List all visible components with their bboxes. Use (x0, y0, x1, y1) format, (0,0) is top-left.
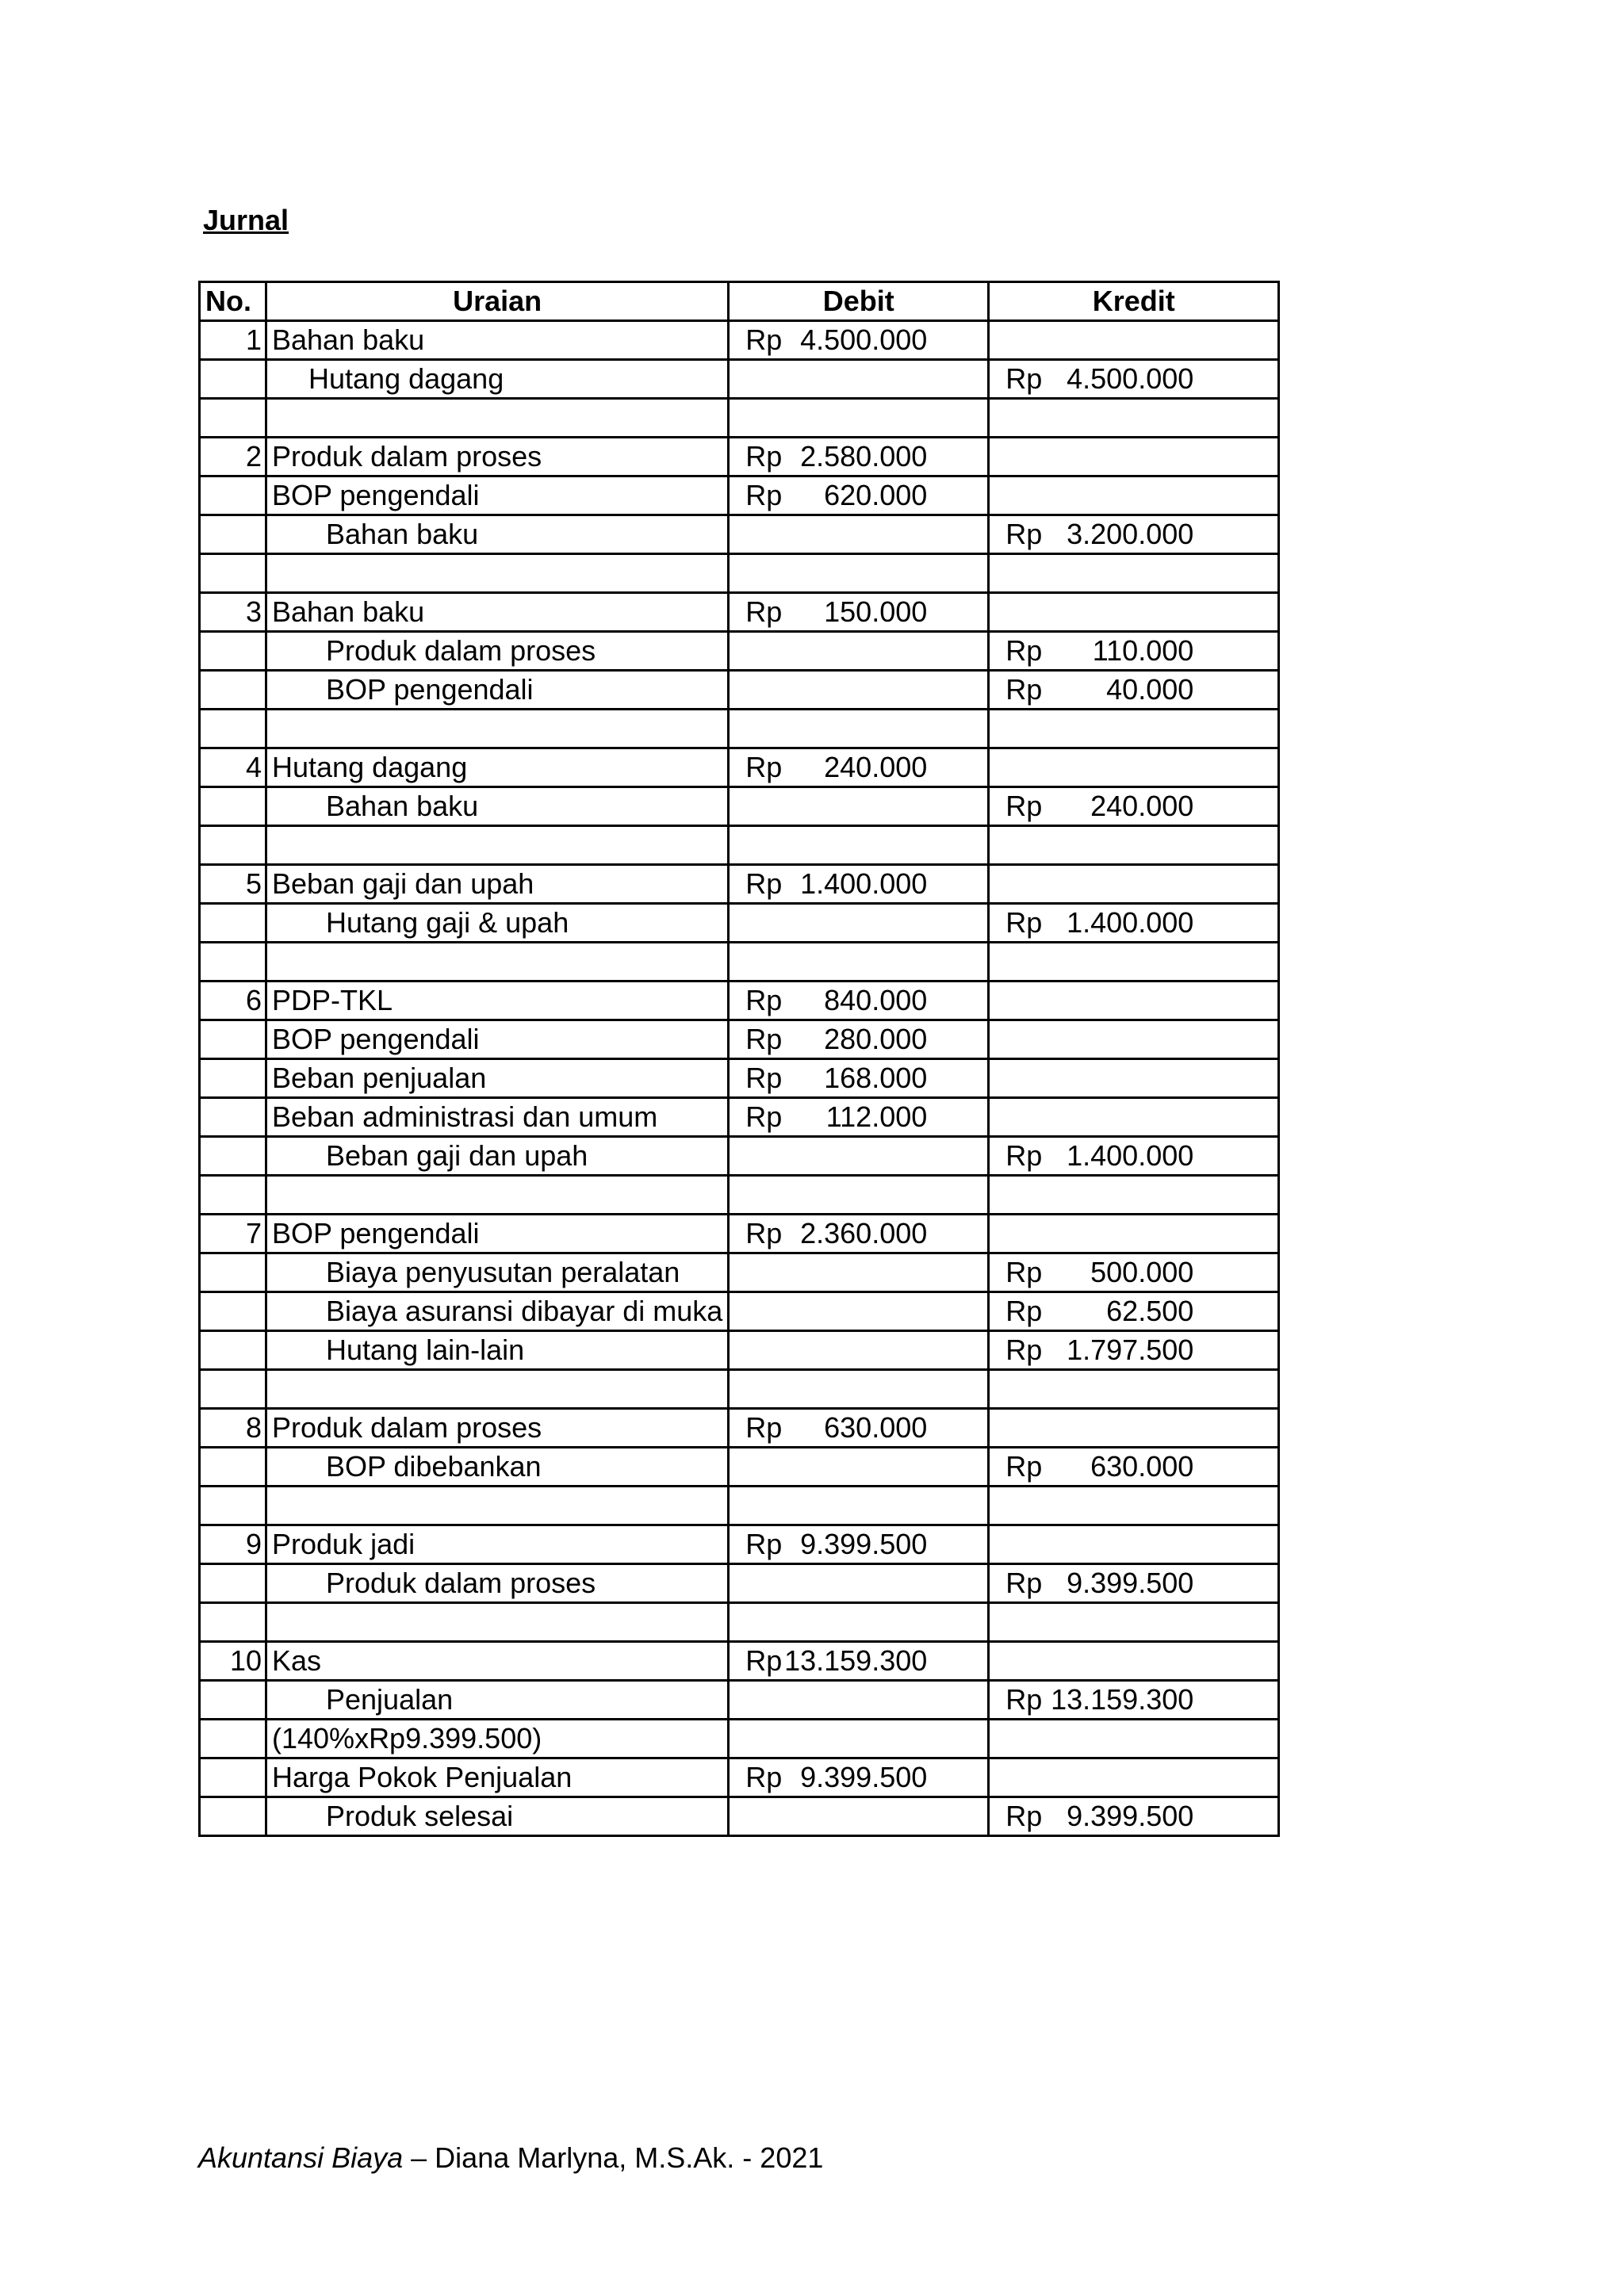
kredit-cell (989, 1098, 1279, 1137)
debit-amount: 240.000 (824, 751, 928, 783)
entry-number: 7 (200, 1215, 266, 1253)
table-row (200, 982, 1279, 1020)
table-row (200, 1098, 1279, 1137)
table-row (200, 554, 1279, 593)
kredit-cell (989, 321, 1279, 360)
entry-number: 10 (200, 1642, 266, 1681)
currency-label: Rp (1005, 362, 1043, 395)
kredit-cell (989, 1448, 1279, 1487)
account-description: Hutang lain-lain (266, 1331, 729, 1370)
debit-cell (729, 1292, 989, 1331)
table-row (200, 1215, 1279, 1253)
table-row (200, 787, 1279, 826)
debit-cell (729, 1176, 989, 1215)
table-row (200, 1409, 1279, 1448)
kredit-cell (989, 787, 1279, 826)
account-description: Bahan baku (266, 593, 729, 632)
table-row (200, 1758, 1279, 1797)
debit-amount: 13.159.300 (784, 1644, 928, 1677)
debit-amount: 9.399.500 (800, 1528, 928, 1560)
account-description: BOP pengendali (266, 476, 729, 515)
debit-cell (729, 1797, 989, 1836)
account-description (266, 399, 729, 438)
account-description: Produk selesai (266, 1797, 729, 1836)
entry-number (200, 1292, 266, 1331)
table-row (200, 1137, 1279, 1176)
currency-label: Rp (1005, 673, 1043, 706)
table-row (200, 1487, 1279, 1525)
entry-number (200, 632, 266, 671)
currency-label: Rp (1005, 1139, 1043, 1172)
footer-book-title: Akuntansi Biaya (198, 2141, 404, 2174)
column-header-debit: Debit (729, 282, 989, 321)
table-row (200, 476, 1279, 515)
debit-cell (729, 1487, 989, 1525)
entry-number: 1 (200, 321, 266, 360)
kredit-cell (989, 1292, 1279, 1331)
debit-cell (729, 1720, 989, 1758)
kredit-cell (989, 360, 1279, 399)
kredit-cell (989, 1020, 1279, 1059)
currency-label: Rp (745, 1217, 783, 1249)
entry-number (200, 710, 266, 748)
kredit-amount: 1.797.500 (1067, 1334, 1194, 1366)
account-description (266, 710, 729, 748)
table-row (200, 1020, 1279, 1059)
currency-label: Rp (1005, 1334, 1043, 1366)
entry-number (200, 1758, 266, 1797)
debit-amount: 4.500.000 (800, 323, 928, 356)
debit-cell (729, 1098, 989, 1137)
kredit-cell (989, 1253, 1279, 1292)
kredit-cell (989, 1331, 1279, 1370)
entry-number: 5 (200, 865, 266, 904)
kredit-amount: 630.000 (1090, 1450, 1194, 1483)
kredit-amount: 500.000 (1090, 1256, 1194, 1288)
account-description: Produk jadi (266, 1525, 729, 1564)
kredit-cell (989, 1797, 1279, 1836)
kredit-amount: 240.000 (1090, 790, 1194, 822)
account-description (266, 943, 729, 982)
kredit-cell (989, 748, 1279, 787)
debit-cell (729, 1331, 989, 1370)
journal-table (198, 281, 1280, 1837)
debit-amount: 168.000 (824, 1062, 928, 1094)
debit-cell (729, 1758, 989, 1797)
kredit-cell (989, 1603, 1279, 1642)
entry-number (200, 787, 266, 826)
entry-number (200, 1253, 266, 1292)
currency-label: Rp (1005, 1295, 1043, 1327)
table-row (200, 1448, 1279, 1487)
debit-amount: 9.399.500 (800, 1761, 928, 1793)
currency-label: Rp (745, 1062, 783, 1094)
kredit-cell (989, 1758, 1279, 1797)
kredit-cell (989, 632, 1279, 671)
entry-number (200, 1176, 266, 1215)
kredit-cell (989, 943, 1279, 982)
account-description: Produk dalam proses (266, 1564, 729, 1603)
kredit-cell (989, 1215, 1279, 1253)
debit-cell (729, 1642, 989, 1681)
currency-label: Rp (745, 1411, 783, 1444)
currency-label: Rp (745, 595, 783, 628)
entry-number (200, 1059, 266, 1098)
table-row (200, 1603, 1279, 1642)
table-row (200, 710, 1279, 748)
kredit-cell (989, 399, 1279, 438)
kredit-cell (989, 1642, 1279, 1681)
currency-label: Rp (1005, 790, 1043, 822)
debit-cell (729, 360, 989, 399)
page-heading: Jurnal (203, 204, 289, 236)
column-header-no: No. (200, 282, 266, 321)
kredit-cell (989, 1681, 1279, 1720)
entry-number: 8 (200, 1409, 266, 1448)
account-description: Produk dalam proses (266, 632, 729, 671)
kredit-cell (989, 1137, 1279, 1176)
currency-label: Rp (1005, 1683, 1043, 1716)
entry-number: 3 (200, 593, 266, 632)
entry-number (200, 1020, 266, 1059)
debit-amount: 630.000 (824, 1411, 928, 1444)
kredit-amount: 1.400.000 (1067, 1139, 1194, 1172)
entry-number (200, 554, 266, 593)
table-row (200, 1642, 1279, 1681)
debit-cell (729, 787, 989, 826)
debit-cell (729, 1681, 989, 1720)
currency-label: Rp (745, 479, 783, 511)
account-description: BOP dibebankan (266, 1448, 729, 1487)
debit-cell (729, 1448, 989, 1487)
kredit-cell (989, 710, 1279, 748)
table-row (200, 593, 1279, 632)
account-description: Bahan baku (266, 321, 729, 360)
account-description: BOP pengendali (266, 671, 729, 710)
account-description (266, 1603, 729, 1642)
currency-label: Rp (745, 867, 783, 900)
debit-cell (729, 865, 989, 904)
debit-cell (729, 593, 989, 632)
table-row (200, 904, 1279, 943)
account-description: Biaya penyusutan peralatan (266, 1253, 729, 1292)
currency-label: Rp (1005, 1567, 1043, 1599)
account-description: Penjualan (266, 1681, 729, 1720)
table-row (200, 632, 1279, 671)
kredit-amount: 9.399.500 (1067, 1800, 1194, 1832)
debit-cell (729, 1215, 989, 1253)
entry-number (200, 1448, 266, 1487)
debit-cell (729, 943, 989, 982)
kredit-amount: 3.200.000 (1067, 518, 1194, 550)
account-description (266, 1487, 729, 1525)
entry-number: 4 (200, 748, 266, 787)
currency-label: Rp (745, 984, 783, 1016)
debit-cell (729, 515, 989, 554)
entry-number (200, 904, 266, 943)
account-description: Beban administrasi dan umum (266, 1098, 729, 1137)
table-row (200, 1331, 1279, 1370)
currency-label: Rp (745, 1100, 783, 1133)
header-row (200, 282, 1279, 321)
debit-cell (729, 748, 989, 787)
table-row (200, 1292, 1279, 1331)
page-footer (198, 2141, 823, 2175)
currency-label: Rp (745, 1761, 783, 1793)
debit-cell (729, 1020, 989, 1059)
currency-label: Rp (745, 1023, 783, 1055)
kredit-amount: 62.500 (1106, 1295, 1194, 1327)
kredit-cell (989, 1720, 1279, 1758)
debit-cell (729, 476, 989, 515)
debit-amount: 112.000 (825, 1100, 928, 1133)
account-description: Hutang dagang (266, 360, 729, 399)
debit-amount: 2.580.000 (800, 440, 928, 473)
debit-cell (729, 671, 989, 710)
entry-number (200, 1720, 266, 1758)
entry-number (200, 826, 266, 865)
debit-amount: 150.000 (824, 595, 928, 628)
table-row (200, 1564, 1279, 1603)
kredit-amount: 9.399.500 (1067, 1567, 1194, 1599)
kredit-cell (989, 476, 1279, 515)
table-row (200, 1525, 1279, 1564)
entry-number (200, 943, 266, 982)
entry-number (200, 1487, 266, 1525)
kredit-cell (989, 904, 1279, 943)
journal-body (200, 321, 1279, 1836)
account-description: Bahan baku (266, 515, 729, 554)
debit-cell (729, 904, 989, 943)
kredit-amount: 1.400.000 (1067, 906, 1194, 939)
kredit-amount: 40.000 (1106, 673, 1194, 706)
debit-cell (729, 438, 989, 476)
debit-cell (729, 1603, 989, 1642)
account-description: Bahan baku (266, 787, 729, 826)
entry-number: 6 (200, 982, 266, 1020)
debit-cell (729, 1370, 989, 1409)
kredit-cell (989, 593, 1279, 632)
kredit-cell (989, 826, 1279, 865)
entry-number (200, 1137, 266, 1176)
debit-cell (729, 321, 989, 360)
debit-cell (729, 1564, 989, 1603)
kredit-amount: 110.000 (1092, 634, 1194, 667)
footer-author-year: – Diana Marlyna, M.S.Ak. - 2021 (403, 2141, 824, 2174)
column-header-kredit: Kredit (989, 282, 1279, 321)
table-row (200, 671, 1279, 710)
entry-number (200, 1681, 266, 1720)
kredit-amount: 4.500.000 (1067, 362, 1194, 395)
kredit-cell (989, 671, 1279, 710)
debit-cell (729, 826, 989, 865)
table-row (200, 1059, 1279, 1098)
entry-number (200, 1797, 266, 1836)
table-row (200, 826, 1279, 865)
account-description: BOP pengendali (266, 1215, 729, 1253)
account-description: Produk dalam proses (266, 1409, 729, 1448)
entry-number (200, 1564, 266, 1603)
entry-number (200, 1370, 266, 1409)
table-row (200, 399, 1279, 438)
currency-label: Rp (1005, 1800, 1043, 1832)
table-row (200, 1797, 1279, 1836)
kredit-cell (989, 865, 1279, 904)
account-description: Harga Pokok Penjualan (266, 1758, 729, 1797)
table-row (200, 1253, 1279, 1292)
kredit-cell (989, 554, 1279, 593)
entry-number (200, 360, 266, 399)
currency-label: Rp (1005, 518, 1043, 550)
entry-number (200, 399, 266, 438)
table-row (200, 321, 1279, 360)
account-description: Beban gaji dan upah (266, 865, 729, 904)
currency-label: Rp (1005, 1450, 1043, 1483)
account-description (266, 1176, 729, 1215)
currency-label: Rp (745, 440, 783, 473)
debit-amount: 1.400.000 (800, 867, 928, 900)
entry-number (200, 671, 266, 710)
debit-cell (729, 554, 989, 593)
debit-cell (729, 1137, 989, 1176)
account-description (266, 554, 729, 593)
currency-label: Rp (1005, 906, 1043, 939)
table-row (200, 1370, 1279, 1409)
debit-cell (729, 632, 989, 671)
kredit-cell (989, 1487, 1279, 1525)
entry-number (200, 515, 266, 554)
entry-number (200, 1098, 266, 1137)
account-description (266, 826, 729, 865)
account-description: Biaya asuransi dibayar di muka (266, 1292, 729, 1331)
debit-cell (729, 1409, 989, 1448)
entry-number: 9 (200, 1525, 266, 1564)
debit-cell (729, 1525, 989, 1564)
entry-number (200, 1331, 266, 1370)
currency-label: Rp (745, 751, 783, 783)
table-row (200, 1176, 1279, 1215)
debit-cell (729, 399, 989, 438)
currency-label: Rp (1005, 634, 1043, 667)
debit-cell (729, 1059, 989, 1098)
kredit-amount: 13.159.300 (1051, 1683, 1194, 1716)
kredit-cell (989, 1564, 1279, 1603)
account-description: BOP pengendali (266, 1020, 729, 1059)
kredit-cell (989, 515, 1279, 554)
entry-number: 2 (200, 438, 266, 476)
kredit-cell (989, 438, 1279, 476)
currency-label: Rp (745, 323, 783, 356)
debit-cell (729, 710, 989, 748)
debit-cell (729, 1253, 989, 1292)
currency-label: Rp (745, 1528, 783, 1560)
column-header-uraian: Uraian (266, 282, 729, 321)
currency-label: Rp (745, 1644, 783, 1677)
kredit-cell (989, 1176, 1279, 1215)
debit-cell (729, 982, 989, 1020)
kredit-cell (989, 1370, 1279, 1409)
kredit-cell (989, 1409, 1279, 1448)
table-row (200, 865, 1279, 904)
table-row (200, 748, 1279, 787)
entry-number (200, 476, 266, 515)
entry-number (200, 1603, 266, 1642)
account-description: Kas (266, 1642, 729, 1681)
account-description: Hutang dagang (266, 748, 729, 787)
account-description: Beban gaji dan upah (266, 1137, 729, 1176)
debit-amount: 620.000 (824, 479, 928, 511)
account-description: Produk dalam proses (266, 438, 729, 476)
table-row (200, 943, 1279, 982)
kredit-cell (989, 1059, 1279, 1098)
kredit-cell (989, 982, 1279, 1020)
table-row (200, 438, 1279, 476)
account-description: Hutang gaji & upah (266, 904, 729, 943)
account-description: (140%xRp9.399.500) (266, 1720, 729, 1758)
kredit-cell (989, 1525, 1279, 1564)
table-row (200, 515, 1279, 554)
table-row (200, 360, 1279, 399)
currency-label: Rp (1005, 1256, 1043, 1288)
table-row (200, 1720, 1279, 1758)
account-description: Beban penjualan (266, 1059, 729, 1098)
debit-amount: 840.000 (824, 984, 928, 1016)
debit-amount: 280.000 (824, 1023, 928, 1055)
debit-amount: 2.360.000 (800, 1217, 928, 1249)
table-row (200, 1681, 1279, 1720)
account-description: PDP-TKL (266, 982, 729, 1020)
account-description (266, 1370, 729, 1409)
